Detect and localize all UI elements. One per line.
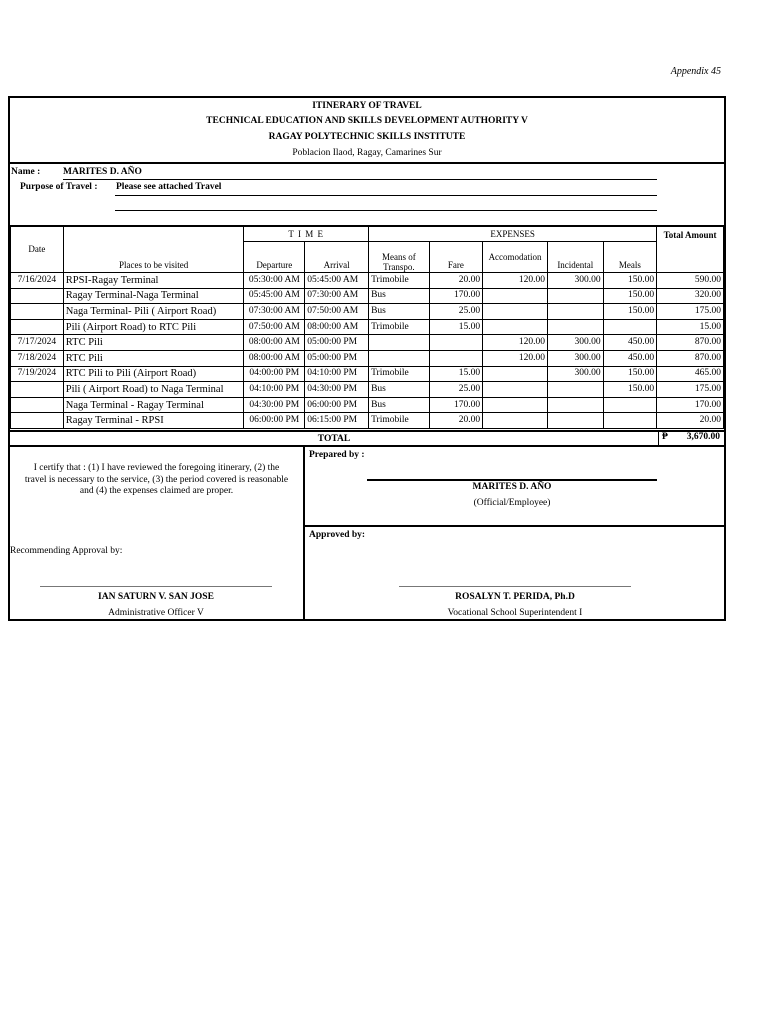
row-total: 870.00 [657, 335, 724, 351]
row-place: RTC Pili [63, 335, 244, 351]
prepared-name: MARITES D. AÑO [472, 482, 552, 492]
row-incidental: 300.00 [547, 335, 603, 351]
row-arrival: 06:00:00 PM [305, 397, 369, 413]
col-expenses: EXPENSES [369, 227, 657, 242]
name-label: Name : [11, 167, 41, 177]
row-place: Naga Terminal - Ragay Terminal [63, 397, 244, 413]
col-incidental: Incidental [547, 242, 603, 273]
col-date: Date [11, 227, 64, 273]
institute-address: Poblacion Ilaod, Ragay, Camarines Sur [292, 148, 442, 158]
row-total: 20.00 [657, 413, 724, 429]
row-arrival: 05:00:00 PM [305, 350, 369, 366]
certification-line-3: and (4) the expenses claimed are proper. [79, 486, 234, 496]
row-means: Trimobile [369, 366, 430, 382]
approver-signature-line [399, 586, 631, 587]
approver-name: ROSALYN T. PERIDA, Ph.D [455, 592, 575, 602]
row-incidental [547, 319, 603, 335]
col-fare: Fare [429, 242, 482, 273]
row-arrival: 04:30:00 PM [305, 382, 369, 398]
col-accommodation: Accomodation [483, 242, 548, 273]
row-means: Bus [369, 397, 430, 413]
total-label: TOTAL [317, 434, 351, 444]
row-total: 870.00 [657, 350, 724, 366]
row-departure: 04:10:00 PM [244, 382, 305, 398]
row-incidental [547, 304, 603, 320]
table-row [11, 413, 724, 429]
row-departure: 04:30:00 PM [244, 397, 305, 413]
approver-title: Vocational School Superintendent I [447, 608, 583, 618]
row-total: 15.00 [657, 319, 724, 335]
traveler-name: MARITES D. AÑO [63, 167, 142, 177]
row-incidental: 300.00 [547, 366, 603, 382]
row-fare: 25.00 [429, 382, 482, 398]
col-time: T I M E [244, 227, 369, 242]
agency-name: TECHNICAL EDUCATION AND SKILLS DEVELOPMENT AUTHORITY V [206, 116, 528, 126]
row-means: Trimobile [369, 319, 430, 335]
row-meals: 450.00 [603, 350, 656, 366]
row-means: Trimobile [369, 413, 430, 429]
row-arrival: 06:15:00 PM [305, 413, 369, 429]
row-total: 170.00 [657, 397, 724, 413]
footer-vertical-divider [303, 445, 305, 621]
row-means: Bus [369, 288, 430, 304]
row-accommodation [483, 288, 548, 304]
purpose-value: Please see attached Travel [116, 182, 222, 192]
row-accommodation: 120.00 [483, 273, 548, 289]
recommender-title: Administrative Officer V [108, 608, 204, 618]
col-arrival: Arrival [305, 242, 369, 273]
row-departure: 07:50:00 AM [244, 319, 305, 335]
total-amount: 3,670.00 [686, 432, 720, 442]
itinerary-table [10, 226, 724, 429]
row-fare: 170.00 [429, 397, 482, 413]
row-departure: 05:30:00 AM [244, 273, 305, 289]
row-meals: 150.00 [603, 273, 656, 289]
row-accommodation [483, 413, 548, 429]
row-means [369, 350, 430, 366]
row-incidental [547, 288, 603, 304]
certification-text [10, 463, 303, 498]
row-place: Ragay Terminal-Naga Terminal [63, 288, 244, 304]
row-departure: 08:00:00 AM [244, 350, 305, 366]
col-places: Places to be visited [63, 227, 244, 273]
table-row [11, 319, 724, 335]
row-date [11, 288, 64, 304]
row-meals [603, 413, 656, 429]
row-meals: 150.00 [603, 366, 656, 382]
row-means: Trimobile [369, 273, 430, 289]
prepared-label: Prepared by : [309, 450, 365, 460]
purpose-underline-2 [115, 210, 657, 211]
row-departure: 05:45:00 AM [244, 288, 305, 304]
row-date [11, 304, 64, 320]
row-place: Ragay Terminal - RPSI [63, 413, 244, 429]
row-accommodation [483, 319, 548, 335]
row-incidental [547, 413, 603, 429]
row-total: 175.00 [657, 382, 724, 398]
table-row [11, 397, 724, 413]
row-accommodation: 120.00 [483, 335, 548, 351]
row-fare: 25.00 [429, 304, 482, 320]
row-departure: 07:30:00 AM [244, 304, 305, 320]
col-total-amount: Total Amount [657, 227, 724, 273]
approved-divider [303, 525, 724, 527]
row-place: Naga Terminal- Pili ( Airport Road) [63, 304, 244, 320]
certification-line-2: travel is necessary to the service, (3) the period covered is reasonable [24, 474, 289, 485]
row-accommodation [483, 397, 548, 413]
row-total: 175.00 [657, 304, 724, 320]
row-fare: 170.00 [429, 288, 482, 304]
total-bottom-divider [10, 445, 724, 447]
row-place: Pili (Airport Road) to RTC Pili [63, 319, 244, 335]
row-place: RTC Pili to Pili (Airport Road) [63, 366, 244, 382]
row-means: Bus [369, 382, 430, 398]
table-row [11, 335, 724, 351]
row-arrival: 08:00:00 AM [305, 319, 369, 335]
row-incidental: 300.00 [547, 350, 603, 366]
row-date [11, 413, 64, 429]
col-meals: Meals [603, 242, 656, 273]
row-incidental [547, 397, 603, 413]
row-meals: 150.00 [603, 288, 656, 304]
form-title: ITINERARY OF TRAVEL [312, 101, 422, 111]
row-incidental: 300.00 [547, 273, 603, 289]
row-place: Pili ( Airport Road) to Naga Terminal [63, 382, 244, 398]
total-cell-divider [658, 430, 659, 446]
row-accommodation [483, 304, 548, 320]
row-total: 465.00 [657, 366, 724, 382]
row-meals: 150.00 [603, 304, 656, 320]
row-date: 7/17/2024 [11, 335, 64, 351]
row-fare: 15.00 [429, 366, 482, 382]
institute-name: RAGAY POLYTECHNIC SKILLS INSTITUTE [268, 132, 466, 142]
row-place: RTC Pili [63, 350, 244, 366]
prepared-signature-line [367, 479, 657, 481]
row-accommodation [483, 366, 548, 382]
table-row [11, 288, 724, 304]
row-departure: 06:00:00 PM [244, 413, 305, 429]
row-fare: 20.00 [429, 413, 482, 429]
row-meals [603, 397, 656, 413]
row-date [11, 319, 64, 335]
recommender-signature-line [40, 586, 272, 587]
purpose-label: Purpose of Travel : [20, 182, 98, 192]
table-row [11, 273, 724, 289]
row-incidental [547, 382, 603, 398]
row-departure: 04:00:00 PM [244, 366, 305, 382]
header-divider [10, 162, 724, 164]
row-total: 590.00 [657, 273, 724, 289]
row-place: RPSI-Ragay Terminal [63, 273, 244, 289]
itinerary-form [8, 96, 726, 621]
row-fare: 20.00 [429, 273, 482, 289]
row-departure: 08:00:00 AM [244, 335, 305, 351]
row-fare [429, 350, 482, 366]
row-accommodation [483, 382, 548, 398]
recommending-label: Recommending Approval by: [10, 546, 123, 556]
row-means [369, 335, 430, 351]
row-fare: 15.00 [429, 319, 482, 335]
currency-symbol: ₱ [662, 432, 668, 442]
row-arrival: 05:45:00 AM [305, 273, 369, 289]
row-accommodation: 120.00 [483, 350, 548, 366]
row-arrival: 05:00:00 PM [305, 335, 369, 351]
appendix-label: Appendix 45 [670, 66, 721, 77]
col-means: Means of Transpo. [369, 242, 430, 273]
table-row [11, 382, 724, 398]
table-row [11, 350, 724, 366]
col-departure: Departure [244, 242, 305, 273]
row-means: Bus [369, 304, 430, 320]
table-row [11, 304, 724, 320]
row-date [11, 397, 64, 413]
recommender-name: IAN SATURN V. SAN JOSE [98, 592, 214, 602]
approved-label: Approved by: [309, 530, 366, 540]
row-date: 7/19/2024 [11, 366, 64, 382]
certification-line-1: I certify that : (1) I have reviewed the foregoing itinerary, (2) the [33, 463, 280, 473]
row-meals: 450.00 [603, 335, 656, 351]
row-fare [429, 335, 482, 351]
name-underline [63, 179, 657, 180]
prepared-title: (Official/Employee) [473, 498, 551, 508]
row-arrival: 04:10:00 PM [305, 366, 369, 382]
purpose-underline-1 [115, 195, 657, 196]
row-meals: 150.00 [603, 382, 656, 398]
row-arrival: 07:50:00 AM [305, 304, 369, 320]
row-total: 320.00 [657, 288, 724, 304]
total-top-divider [10, 430, 724, 432]
row-arrival: 07:30:00 AM [305, 288, 369, 304]
row-meals [603, 319, 656, 335]
row-date [11, 382, 64, 398]
row-date: 7/18/2024 [11, 350, 64, 366]
table-row [11, 366, 724, 382]
row-date: 7/16/2024 [11, 273, 64, 289]
